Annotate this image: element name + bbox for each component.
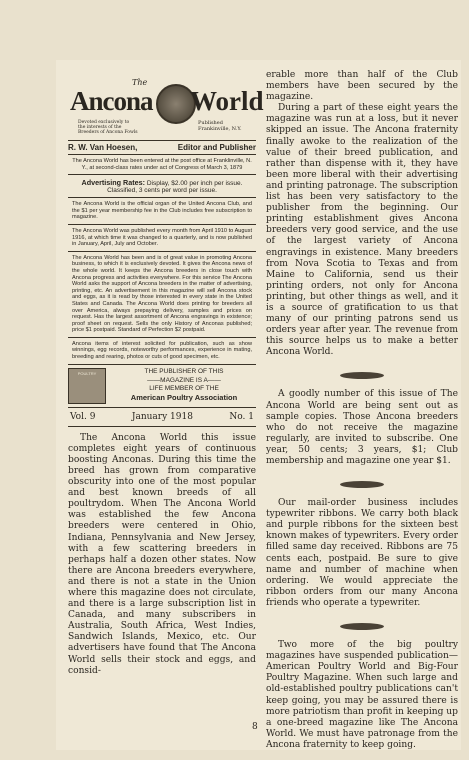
page-number: 8 — [252, 722, 258, 732]
article-paragraph-1-continued: erable more than half of the Club members have been secured by the magazine. — [266, 70, 458, 103]
masthead-location: Published Frankinville, N.Y. — [198, 120, 242, 132]
masthead-tagline: Devoted exclusively to the interests of the Breeders of Ancona Fowls — [78, 120, 138, 135]
purpose-notice: The Ancona World has been and is of great value in promoting Ancona business, to which it is exclusively devoted. It gives the Ancona news of the whole world. It keeps the Ancona breeders in close touch with Ancona progress and activities everywhere. For this service The Ancona World asks the support of Ancona breeders in the matter of advertising, printing, etc. An advertisement in this magazine will sell Ancona stock and eggs, as it is read by those interested in every state in the United States and Canada. The Ancona World does printing for breeders all over America, always prepaying delivery, samples and prices on request. Has the largest assortment of Ancona engravings in existence; proof sheet on request. Sells the only History of Anconas published; price $1 postpaid. Standard of Perfection $2 postpaid. — [68, 252, 256, 338]
article-paragraph-4: Our mail-order business includes typewriter ribbons. We carry both black and purple ribbons for the sixteen best known makes of typewriters. Every order filled same day received. Ribbons are 75 cents each, postpaid. Be sure to give name and number of machine when ordering. We would appreciate the ribbon orders from our many Ancona friends who operate a typewriter. — [266, 498, 458, 608]
article-paragraph-2: During a part of these eight years the magazine was run at a loss, but it never skipped an issue. The Ancona fraternity finally awoke to the realization of the value of their breed publication, and rather than dispense with it, they have been more liberal with their advertising and printing patronage. The subscription list has been very satisfactory to the publisher from the beginning. Our printing establishment gives Ancona breeders very good service, and the use of the largest variety of Ancona engravings in existence. Many breeders from Nova Scotia to Texas and from Maine to California, send us their printing orders, not only for Ancona printing, but other things as well, and it is a source of gratification to us that many of our printing patrons send us orders year after year. The revenue from this source helps us to make a better Ancona World. — [266, 103, 458, 358]
apa-membership: POULTRY THE PUBLISHER OF THIS ——MAGAZINE IS A—— LIFE MEMBER OF THE American Poultry Association — [68, 365, 256, 408]
volume: Vol. 9 — [70, 411, 96, 422]
issue-number: No. 1 — [229, 411, 254, 422]
magazine-page — [56, 60, 461, 750]
history-notice: The Ancona World was published every month from April 1910 to August 1916, at which time it was changed to a quarterly, and is now published in January, April, July and October. — [68, 225, 256, 252]
ad-rates-label: Advertising Rates: — [81, 178, 146, 188]
issue-date: January 1918 — [131, 411, 193, 422]
ornament-divider-icon — [266, 473, 458, 492]
solicited-notice: Ancona items of interest solicited for publication, such as show winnings, egg records, noteworthy performances, experience in mating, breeding and rearing, photos or cuts of good specimen, etc. — [68, 338, 256, 365]
ornament-divider-icon — [266, 364, 458, 383]
ad-rates-text: Display, $2.00 per inch per issue. Classified, 3 cents per word per issue. — [107, 180, 243, 195]
ad-rates — [68, 175, 256, 198]
official-organ-notice: The Ancona World is the official organ of the United Ancona Club, and the $1 per year membership fee in the Club includes free subscription to magazine. — [68, 198, 256, 225]
masthead — [68, 72, 264, 140]
article-paragraph-1: The Ancona World this issue completes eight years of continuous boosting Anconas. During this time the breed has grown from comparative obscurity into one of the most popular and best known breeds of all poultrydom. When The Ancona World was established the few Ancona breeders were centered in Ohio, Indiana, Pennsylvania and New Jersey, with a few scattering breeders in perhaps half a dozen other states. Now there are Ancona breeders everywhere, and there is not a state in the Union where this magazine does not circulate, and there is a large subscription list in Canada, and many subscribers in Australia, South Africa, West Indies, Sandwich Islands, Mexico, etc. Our advertisers have found that The Ancona World sells their stock and eggs, and consid- — [68, 432, 256, 676]
masthead-world: World — [190, 86, 264, 116]
ornament-divider-icon — [266, 615, 458, 634]
publisher-role: Editor and Publisher — [177, 143, 256, 152]
left-column — [68, 72, 264, 677]
poultry-association-logo-icon: POULTRY — [68, 368, 106, 404]
article-paragraph-5: Two more of the big poultry magazines have suspended publication—American Poultry World and Big-Four Poultry Magazine. When such large and old-established poultry publications can't keep going, you may be assured there is more patriotism than profit in keeping up a one-breed magazine like The Ancona World. We must have patronage from the Ancona fraternity to keep going. — [266, 640, 458, 750]
entry-notice: The Ancona World has been entered at the post office at Franklinville, N. Y., at second-class rates under act of Congress of March 3, 1879 — [68, 155, 256, 175]
masthead-the: The — [132, 78, 148, 87]
publisher-bar — [68, 140, 256, 155]
article-paragraph-3: A goodly number of this issue of The Ancona World are being sent out as sample copies. Those Ancona breeders who do not receive the magazine regularly, are invited to subscribe. One year, 50 cents; 3 years, $1; Club membership and magazine one year $1. — [266, 389, 458, 466]
publisher-name: R. W. Van Hoesen, — [68, 143, 138, 152]
right-column — [266, 70, 458, 751]
issue-line — [68, 408, 256, 427]
masthead-ancona: Ancona — [70, 86, 153, 116]
